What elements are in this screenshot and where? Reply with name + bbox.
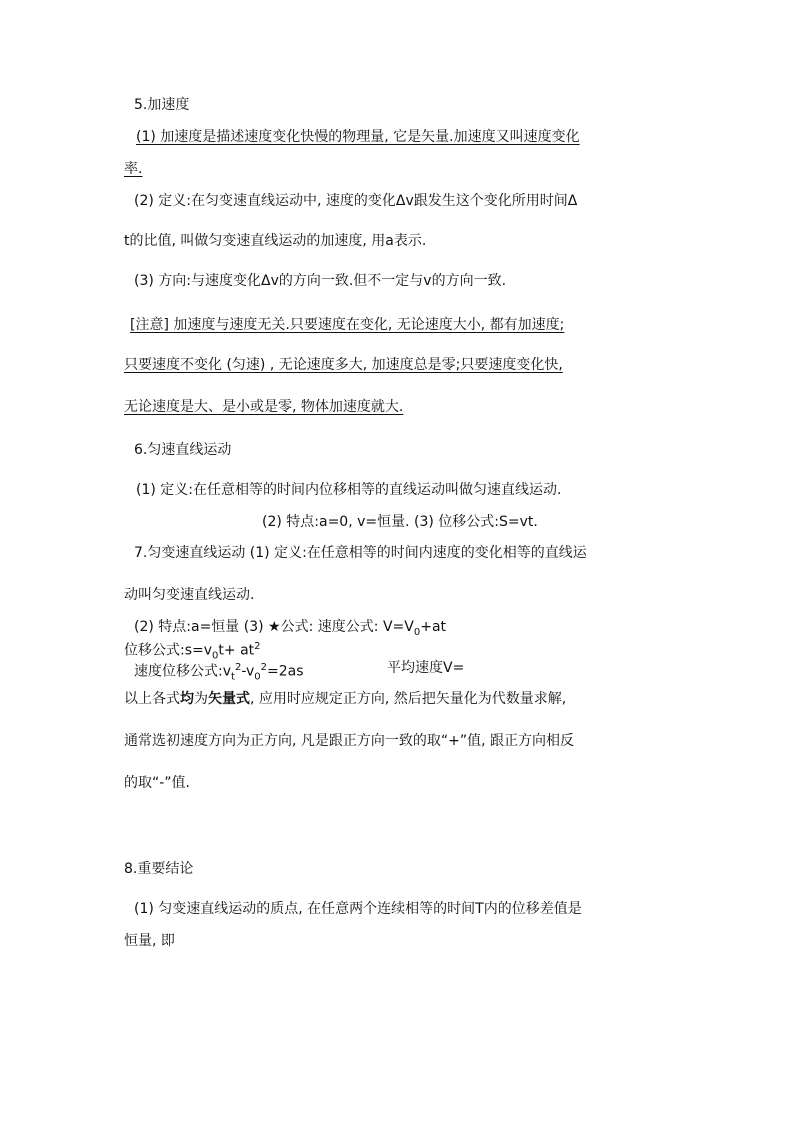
displacement-formula-line: 位移公式$:s=v_0t+ at^2$ bbox=[124, 641, 261, 662]
section-6-title: 6.匀速直线运动 bbox=[134, 442, 232, 458]
s6-para2: (2) 特点:a=0, v=恒量. (3) 位移公式:S=vt. bbox=[262, 514, 538, 530]
s7-para1-line2: 动叫匀变速直线运动. bbox=[124, 587, 255, 603]
s5-para1-line1: (1) 加速度是描述速度变化快慢的物理量, 它是矢量.加速度又叫速度变化 bbox=[136, 129, 580, 145]
s7-remark-line3: 的取“-”值. bbox=[124, 775, 191, 791]
velocity-formula: $V=V_0+at$ bbox=[382, 619, 447, 638]
s5-note-line2: 只要速度不变化 (匀速) , 无论速度多大, 加速度总是零;只要速度变化快, bbox=[124, 357, 563, 373]
section-5-title: 5.加速度 bbox=[134, 97, 190, 113]
s5-para3: (3) 方向:与速度变化Δv的方向一致.但不一定与v的方向一致. bbox=[134, 273, 507, 289]
s5-note-line1: [注意] 加速度与速度无关.只要速度在变化, 无论速度大小, 都有加速度; bbox=[130, 317, 565, 333]
velocity-displacement-label: 速度位移公式: bbox=[134, 663, 223, 680]
s5-para2-line1: (2) 定义:在匀变速直线运动中, 速度的变化Δv跟发生这个变化所用时间Δ bbox=[134, 193, 578, 209]
displacement-label: 位移公式: bbox=[124, 642, 185, 659]
section-8-title: 8.重要结论 bbox=[124, 861, 194, 877]
s7-formula-label: 公式: 速度公式: bbox=[280, 619, 379, 635]
s7-features-lead: (2) 特点:a=恒量 (3) bbox=[134, 619, 269, 635]
velocity-displacement-formula-line: 速度位移公式$:v_t^2-v_0^2=2as$ bbox=[134, 662, 304, 683]
s7-para1-line1: 7.匀变速直线运动 (1) 定义:在任意相等的时间内速度的变化相等的直线运 bbox=[134, 545, 587, 561]
s7-remark-line1: 以上各式均为矢量式, 应用时应规定正方向, 然后把矢量化为代数量求解, bbox=[124, 691, 567, 707]
average-velocity: 平均速度V= bbox=[387, 660, 465, 676]
s6-para1: (1) 定义:在任意相等的时间内位移相等的直线运动叫做匀速直线运动. bbox=[136, 482, 562, 498]
s7-remark-line2: 通常选初速度方向为正方向, 凡是跟正方向一致的取“+”值, 跟正方向相反 bbox=[124, 733, 575, 749]
s5-note-line3: 无论速度是大、是小或是零, 物体加速度就大. bbox=[124, 399, 404, 415]
star-icon: ★ bbox=[268, 619, 281, 635]
s5-para2-line2: t的比值, 叫做匀变速直线运动的加速度, 用a表示. bbox=[124, 233, 427, 249]
s8-para1-line1: (1) 匀变速直线运动的质点, 在任意两个连续相等的时间T内的位移差值是 bbox=[134, 901, 582, 917]
s5-para1-line2: 率. bbox=[124, 161, 143, 177]
s8-para1-line2: 恒量, 即 bbox=[124, 933, 175, 949]
